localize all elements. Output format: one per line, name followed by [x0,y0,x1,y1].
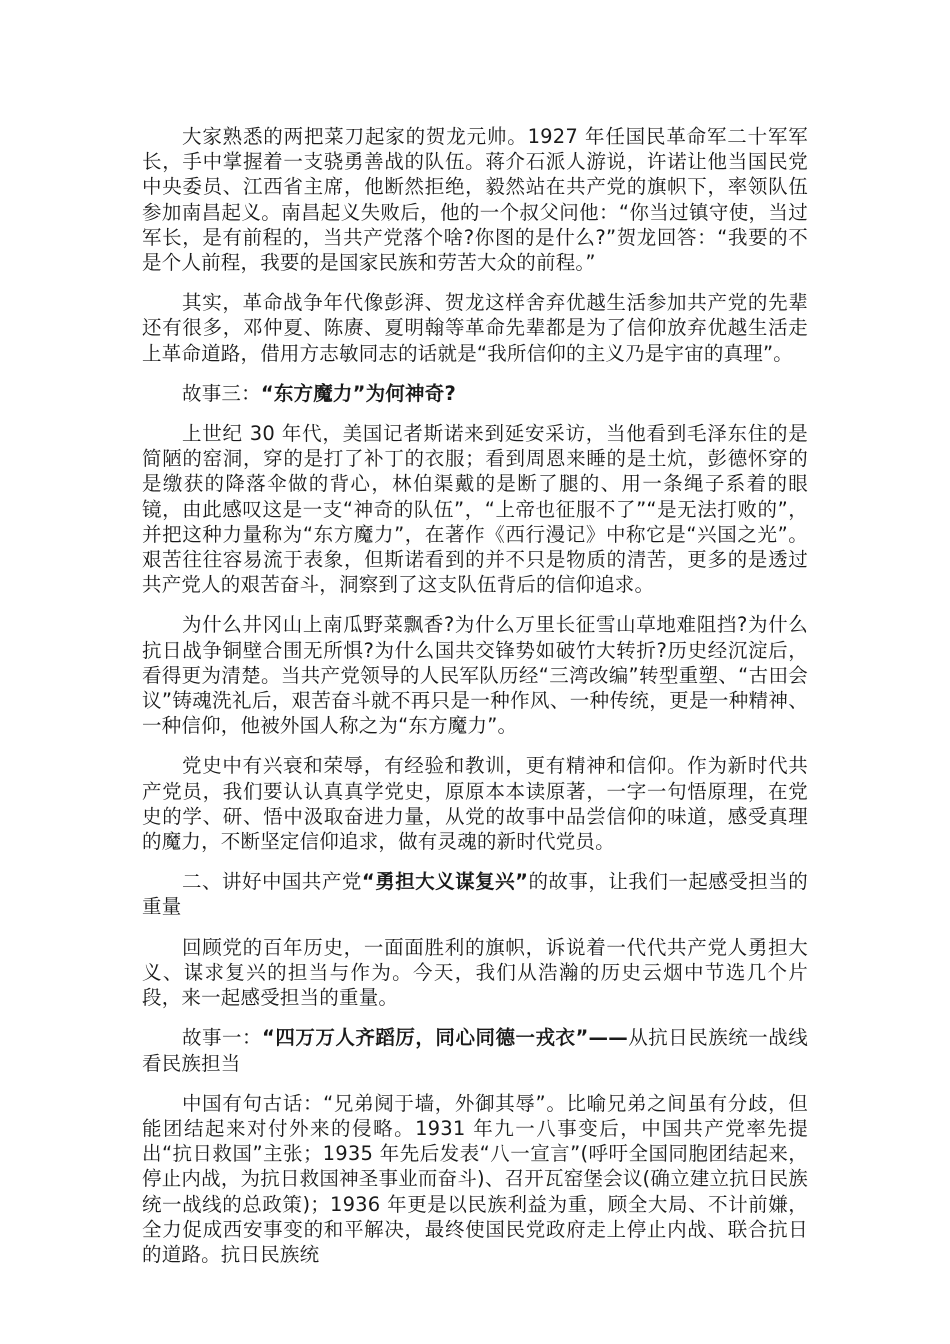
paragraph-he-long: 大家熟悉的两把菜刀起家的贺龙元帅。1927 年任国民革命军二十军军长，手中掌握着一支骁勇善战的队伍。蒋介石派人游说，许诺让他当国民党中央委员、江西省主席，他断然拒绝，毅然站在共产党的旗帜下，率领队伍参加南昌起义。南昌起义失败后，他的一个叔父问他：“你当过镇守使，当过军长，是有前程的，当共产党落个啥?你图的是什么?”贺龙回答：“我要的不是个人前程，我要的是国家民族和劳苦大众的前程。” [142,125,808,275]
paragraph-why-questions: 为什么井冈山上南瓜野菜飘香?为什么万里长征雪山草地难阻挡?为什么抗日战争铜壁合围无所惧?为什么国共交锋势如破竹大转折?历史经沉淀后，看得更为清楚。当共产党领导的人民军队历经“三湾改编”转型重塑、“古田会议”铸魂洗礼后，艰苦奋斗就不再只是一种作风、一种传统，更是一种精神、一种信仰，他被外国人称之为“东方魔力”。 [142,613,808,738]
heading-section-two-suffix: 的故事，让我们一起感受担当的重量 [142,870,808,919]
heading-story-three [142,381,808,406]
document-page [142,124,808,1282]
heading-section-two [142,869,808,919]
heading-story-one-bold: “四万万人齐蹈厉，同心同德一戎衣”—— [262,1026,628,1050]
heading-story-three-title: “东方魔力”为何神奇? [260,381,456,405]
paragraph-united-front: 中国有句古话：“兄弟阋于墙，外御其辱”。比喻兄弟之间虽有分歧，但能团结起来对付外来的侵略。1931 年九一八事变后，中国共产党率先提出“抗日救国”主张；1935 年先后发表“八一宣言”(呼吁全国同胞团结起来，停止内战，为抗日救国神圣事业而奋斗)、召开瓦窑堡会议(确立建立抗日民族统一战线的总政策)；1936 年更是以民族利益为重，顾全大局、不计前嫌，全力促成西安事变的和平解决，最终使国民党政府走上停止内战、联合抗日的道路。抗日民族统 [142,1091,808,1266]
heading-story-one [142,1025,808,1075]
heading-story-three-prefix: 故事三： [182,381,261,405]
paragraph-snow-yanan: 上世纪 30 年代，美国记者斯诺来到延安采访，当他看到毛泽东住的是简陋的窑洞，穿的是打了补丁的衣服；看到周恩来睡的是土炕，彭德怀穿的是缴获的降落伞做的背心，林伯渠戴的是断了腿的、用一条绳子系着的眼镜，由此感叹这是一支“神奇的队伍”，“上帝也征服不了”“是无法打败的”，并把这种力量称为“东方魔力”，在著作《西行漫记》中称它是“兴国之光”。艰苦往往容易流于表象，但斯诺看到的并不只是物质的清苦，更多的是透过共产党人的艰苦奋斗，洞察到了这支队伍背后的信仰追求。 [142,422,808,597]
heading-section-two-prefix: 二、讲好中国共产党 [182,870,362,894]
heading-story-one-suffix: 从抗日民族统一战线看民族担当 [142,1026,808,1075]
heading-story-one-prefix: 故事一： [182,1026,263,1050]
heading-section-two-bold: “勇担大义谋复兴” [361,870,529,894]
paragraph-review-history: 回顾党的百年历史，一面面胜利的旗帜，诉说着一代代共产党人勇担大义、谋求复兴的担当与作为。今天，我们从浩瀚的历史云烟中节选几个片段，来一起感受担当的重量。 [142,935,808,1010]
paragraph-party-history: 党史中有兴衰和荣辱，有经验和教训，更有精神和信仰。作为新时代共产党员，我们要认认真真学党史，原原本本读原著，一字一句悟原理，在党史的学、研、悟中汲取奋进力量，从党的故事中品尝信仰的味道，感受真理的魔力，不断坚定信仰追求，做有灵魂的新时代党员。 [142,754,808,854]
paragraph-revolutionary-predecessors: 其实，革命战争年代像彭湃、贺龙这样舍弃优越生活参加共产党的先辈还有很多，邓仲夏、陈赓、夏明翰等革命先辈都是为了信仰放弃优越生活走上革命道路，借用方志敏同志的话就是“我所信仰的主义乃是宇宙的真理”。 [142,291,808,365]
